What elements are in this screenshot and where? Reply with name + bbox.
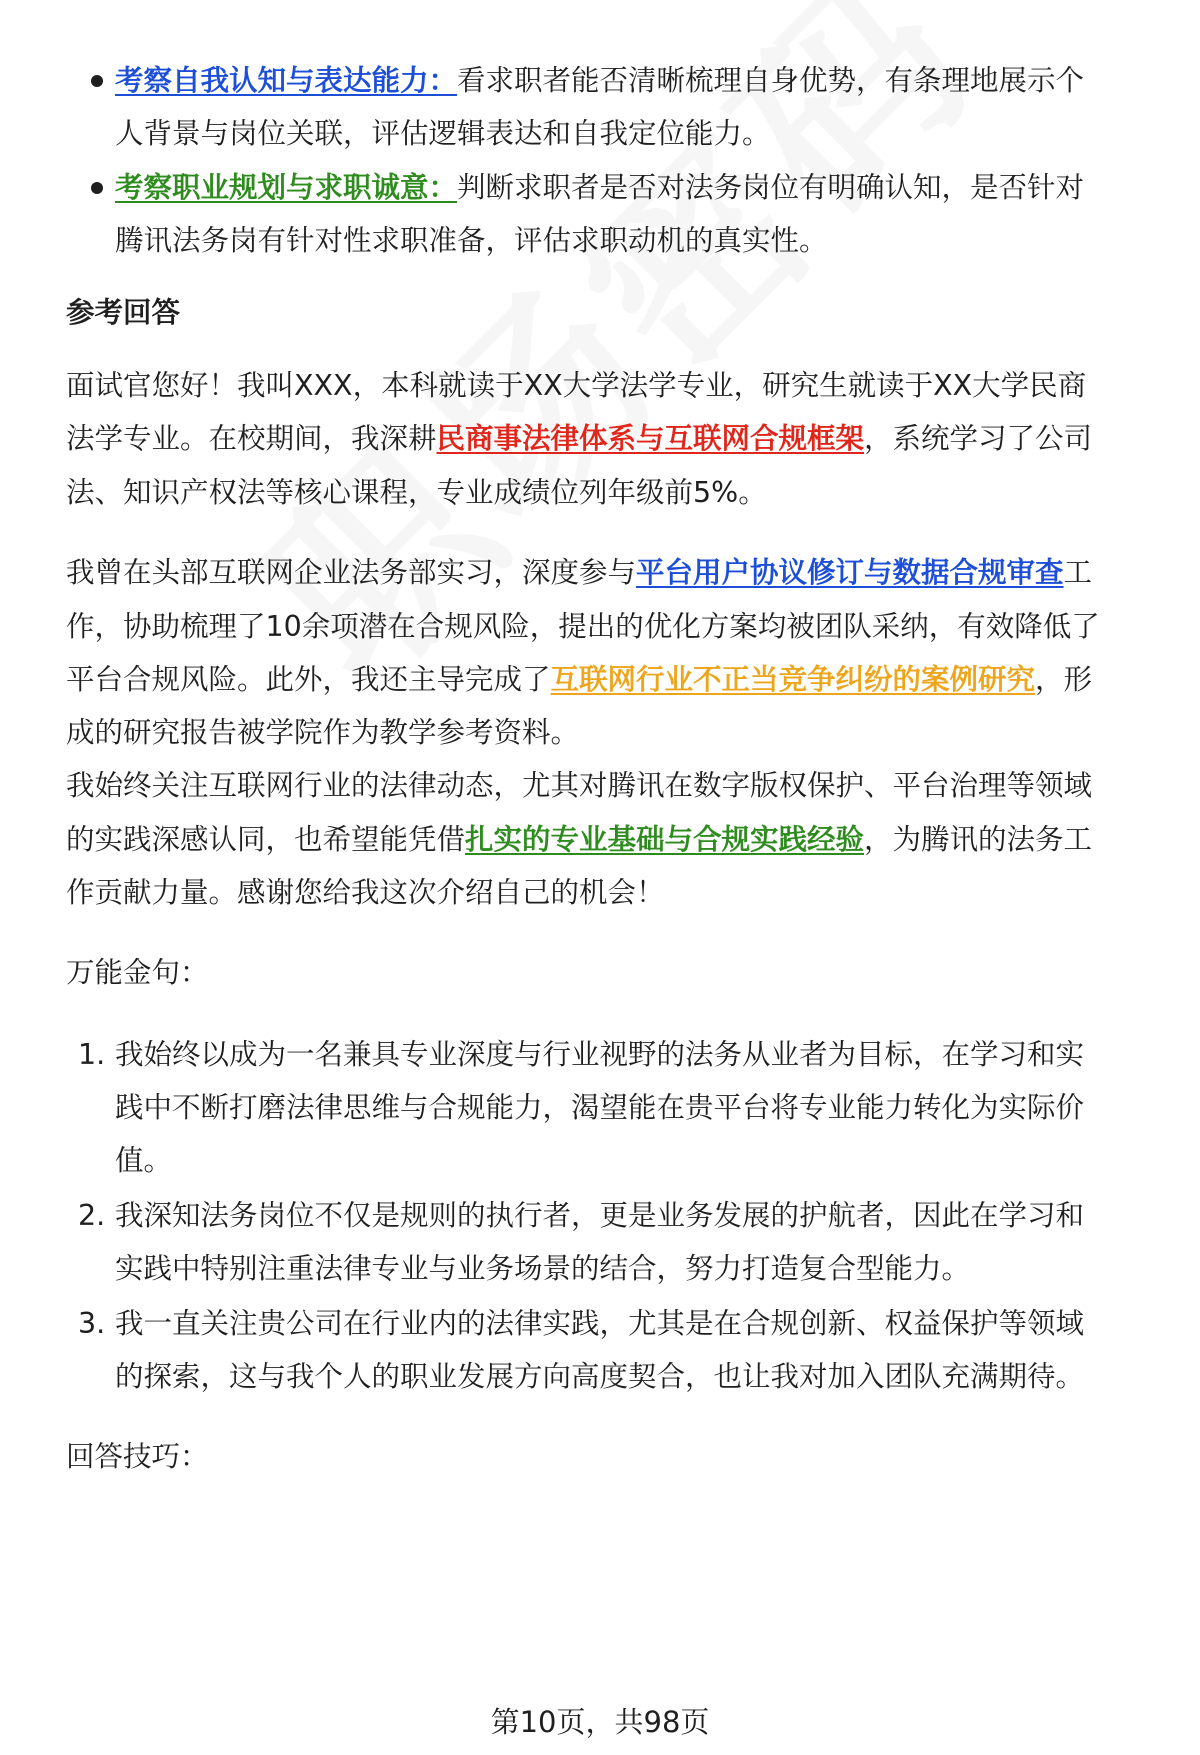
- para-3-line-1: 我始终关注互联网行业的法律动态，尤其对腾讯在数字版权保护、平台治理等领域: [66, 769, 1093, 802]
- highlight-green: 扎实的专业基础与合规实践经验: [465, 823, 865, 856]
- golden-1-line-1: 我始终以成为一名兼具专业深度与行业视野的法务从业者为目标，在学习和实: [115, 1038, 1085, 1071]
- para-1-text: ，系统学习了公司: [864, 422, 1093, 455]
- bullet-2-line-1: [115, 168, 1084, 208]
- bullet-2-text: 判断求职者是否对法务岗位有明确认知，是否针对: [457, 171, 1085, 204]
- bullet-1-line-1: [115, 61, 1084, 101]
- para-2-text: 我曾在头部互联网企业法务部实习，深度参与: [66, 556, 637, 589]
- para-2-text: 平台合规风险。此外，我还主导完成了: [66, 663, 551, 696]
- page-footer: 第10页，共98页: [490, 1705, 710, 1739]
- golden-2-line-1: 我深知法务岗位不仅是规则的执行者，更是业务发展的护航者，因此在学习和: [115, 1199, 1085, 1232]
- para-3-text: 的实践深感认同，也希望能凭借: [66, 823, 466, 856]
- golden-3-line-1: 我一直关注贵公司在行业内的法律实践，尤其是在合规创新、权益保护等领域: [115, 1307, 1085, 1340]
- list-number: 3.: [78, 1307, 106, 1340]
- bullet-dot: [91, 75, 103, 87]
- reference-heading: 参考回答: [66, 296, 181, 329]
- highlight-orange: 互联网行业不正当竞争纠纷的案例研究: [550, 663, 1036, 696]
- golden-1-line-3: 值。: [115, 1144, 173, 1177]
- bullet-1-text: 看求职者能否清晰梳理自身优势，有条理地展示个: [457, 64, 1085, 97]
- tips-heading: 回答技巧：: [66, 1440, 209, 1473]
- bullet-1-line-2: 人背景与岗位关联，评估逻辑表达和自我定位能力。: [115, 117, 771, 150]
- bullet-2-title: 考察职业规划与求职诚意：: [115, 171, 458, 204]
- para-1-line-1: 面试官您好！我叫XXX，本科就读于XX大学法学专业，研究生就读于XX大学民商: [66, 369, 1087, 402]
- highlight-blue: 平台用户协议修订与数据合规审查: [636, 556, 1064, 589]
- bullet-1-title: 考察自我认知与表达能力：: [115, 64, 458, 97]
- para-1-text: 法学专业。在校期间，我深耕: [66, 422, 437, 455]
- list-number: 1.: [78, 1038, 106, 1071]
- highlight-red: 民商事法律体系与互联网合规框架: [436, 422, 865, 455]
- para-2-line-1: [66, 553, 1092, 593]
- list-number: 2.: [78, 1199, 106, 1232]
- para-2-line-3: [66, 660, 1092, 700]
- para-3-text: ，为腾讯的法务工: [864, 823, 1093, 856]
- para-3-line-2: [66, 820, 1092, 860]
- para-1-line-3: 法、知识产权法等核心课程，专业成绩位列年级前5%。: [66, 476, 767, 509]
- para-2-text: 工: [1063, 556, 1093, 589]
- golden-3-line-2: 的探索，这与我个人的职业发展方向高度契合，也让我对加入团队充满期待。: [115, 1360, 1085, 1393]
- para-2-line-2: 作，协助梳理了10余项潜在合规风险，提出的优化方案均被团队采纳，有效降低了: [66, 610, 1100, 643]
- golden-1-line-2: 践中不断打磨法律思维与合规能力，渴望能在贵平台将专业能力转化为实际价: [115, 1091, 1085, 1124]
- para-2-text: ，形: [1035, 663, 1093, 696]
- para-3-line-3: 作贡献力量。感谢您给我这次介绍自己的机会！: [66, 876, 665, 909]
- para-2-line-4: 成的研究报告被学院作为教学参考资料。: [66, 716, 580, 749]
- golden-heading: 万能金句：: [66, 956, 209, 989]
- bullet-dot: [91, 182, 103, 194]
- bullet-2-line-2: 腾讯法务岗有针对性求职准备，评估求职动机的真实性。: [115, 224, 828, 257]
- para-1-line-2: [66, 419, 1092, 459]
- golden-2-line-2: 实践中特别注重法律专业与业务场景的结合，努力打造复合型能力。: [115, 1252, 971, 1285]
